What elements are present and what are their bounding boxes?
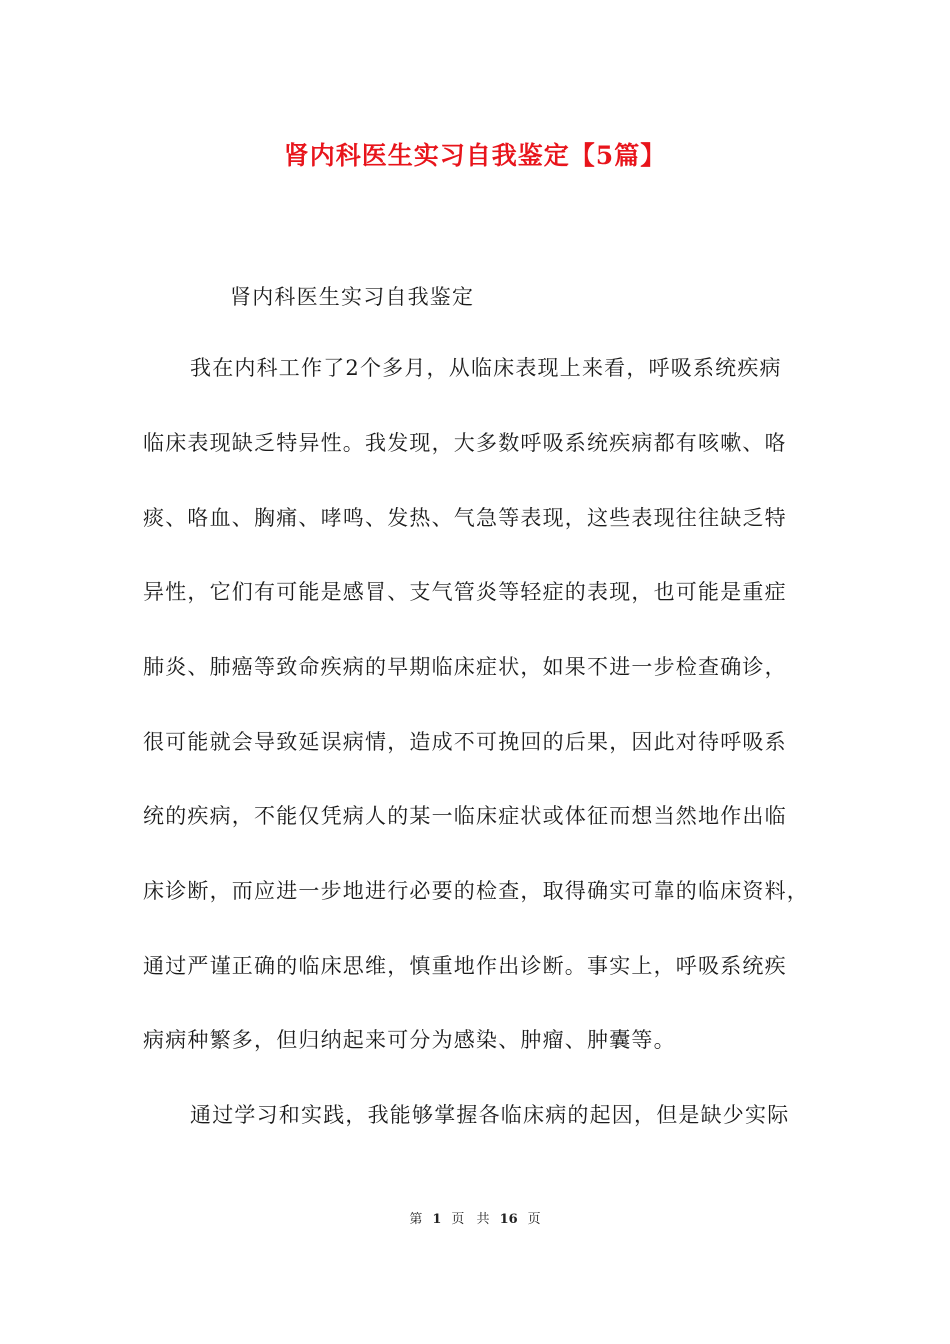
footer-total-pages: 16 — [499, 1212, 518, 1227]
body-line: 痰、咯血、胸痛、哮鸣、发热、气急等表现，这些表现往往缺乏特 — [143, 506, 787, 530]
section-heading: 肾内科医生实习自我鉴定 — [230, 285, 475, 309]
body-line: 肺炎、肺癌等致命疾病的早期临床症状，如果不进一步检查确诊， — [143, 655, 787, 679]
body-line: 很可能就会导致延误病情，造成不可挽回的后果，因此对待呼吸系 — [143, 730, 787, 754]
footer-page-label: 第 — [409, 1212, 423, 1227]
body-line: 病病种繁多，但归纳起来可分为感染、肿瘤、肿囊等。 — [143, 1028, 676, 1052]
body-line: 临床表现缺乏特异性。我发现，大多数呼吸系统疾病都有咳嗽、咯 — [143, 431, 787, 455]
body-line: 我在内科工作了2个多月，从临床表现上来看，呼吸系统疾病 — [190, 356, 782, 380]
page-footer — [0, 1208, 950, 1227]
footer-page-unit: 页 — [451, 1212, 465, 1227]
body-line: 统的疾病，不能仅凭病人的某一临床症状或体征而想当然地作出临 — [143, 804, 787, 828]
footer-total-label: 共 — [476, 1212, 490, 1227]
body-line: 通过学习和实践，我能够掌握各临床病的起因，但是缺少实际 — [190, 1103, 790, 1127]
footer-total-unit: 页 — [527, 1212, 541, 1227]
body-line: 通过严谨正确的临床思维，慎重地作出诊断。事实上，呼吸系统疾 — [143, 954, 787, 978]
body-line: 异性，它们有可能是感冒、支气管炎等轻症的表现，也可能是重症 — [143, 580, 787, 604]
body-line: 床诊断，而应进一步地进行必要的检查，取得确实可靠的临床资料， — [143, 879, 809, 903]
document-title: 肾内科医生实习自我鉴定【5篇】 — [283, 141, 667, 170]
footer-page-number: 1 — [432, 1212, 442, 1227]
